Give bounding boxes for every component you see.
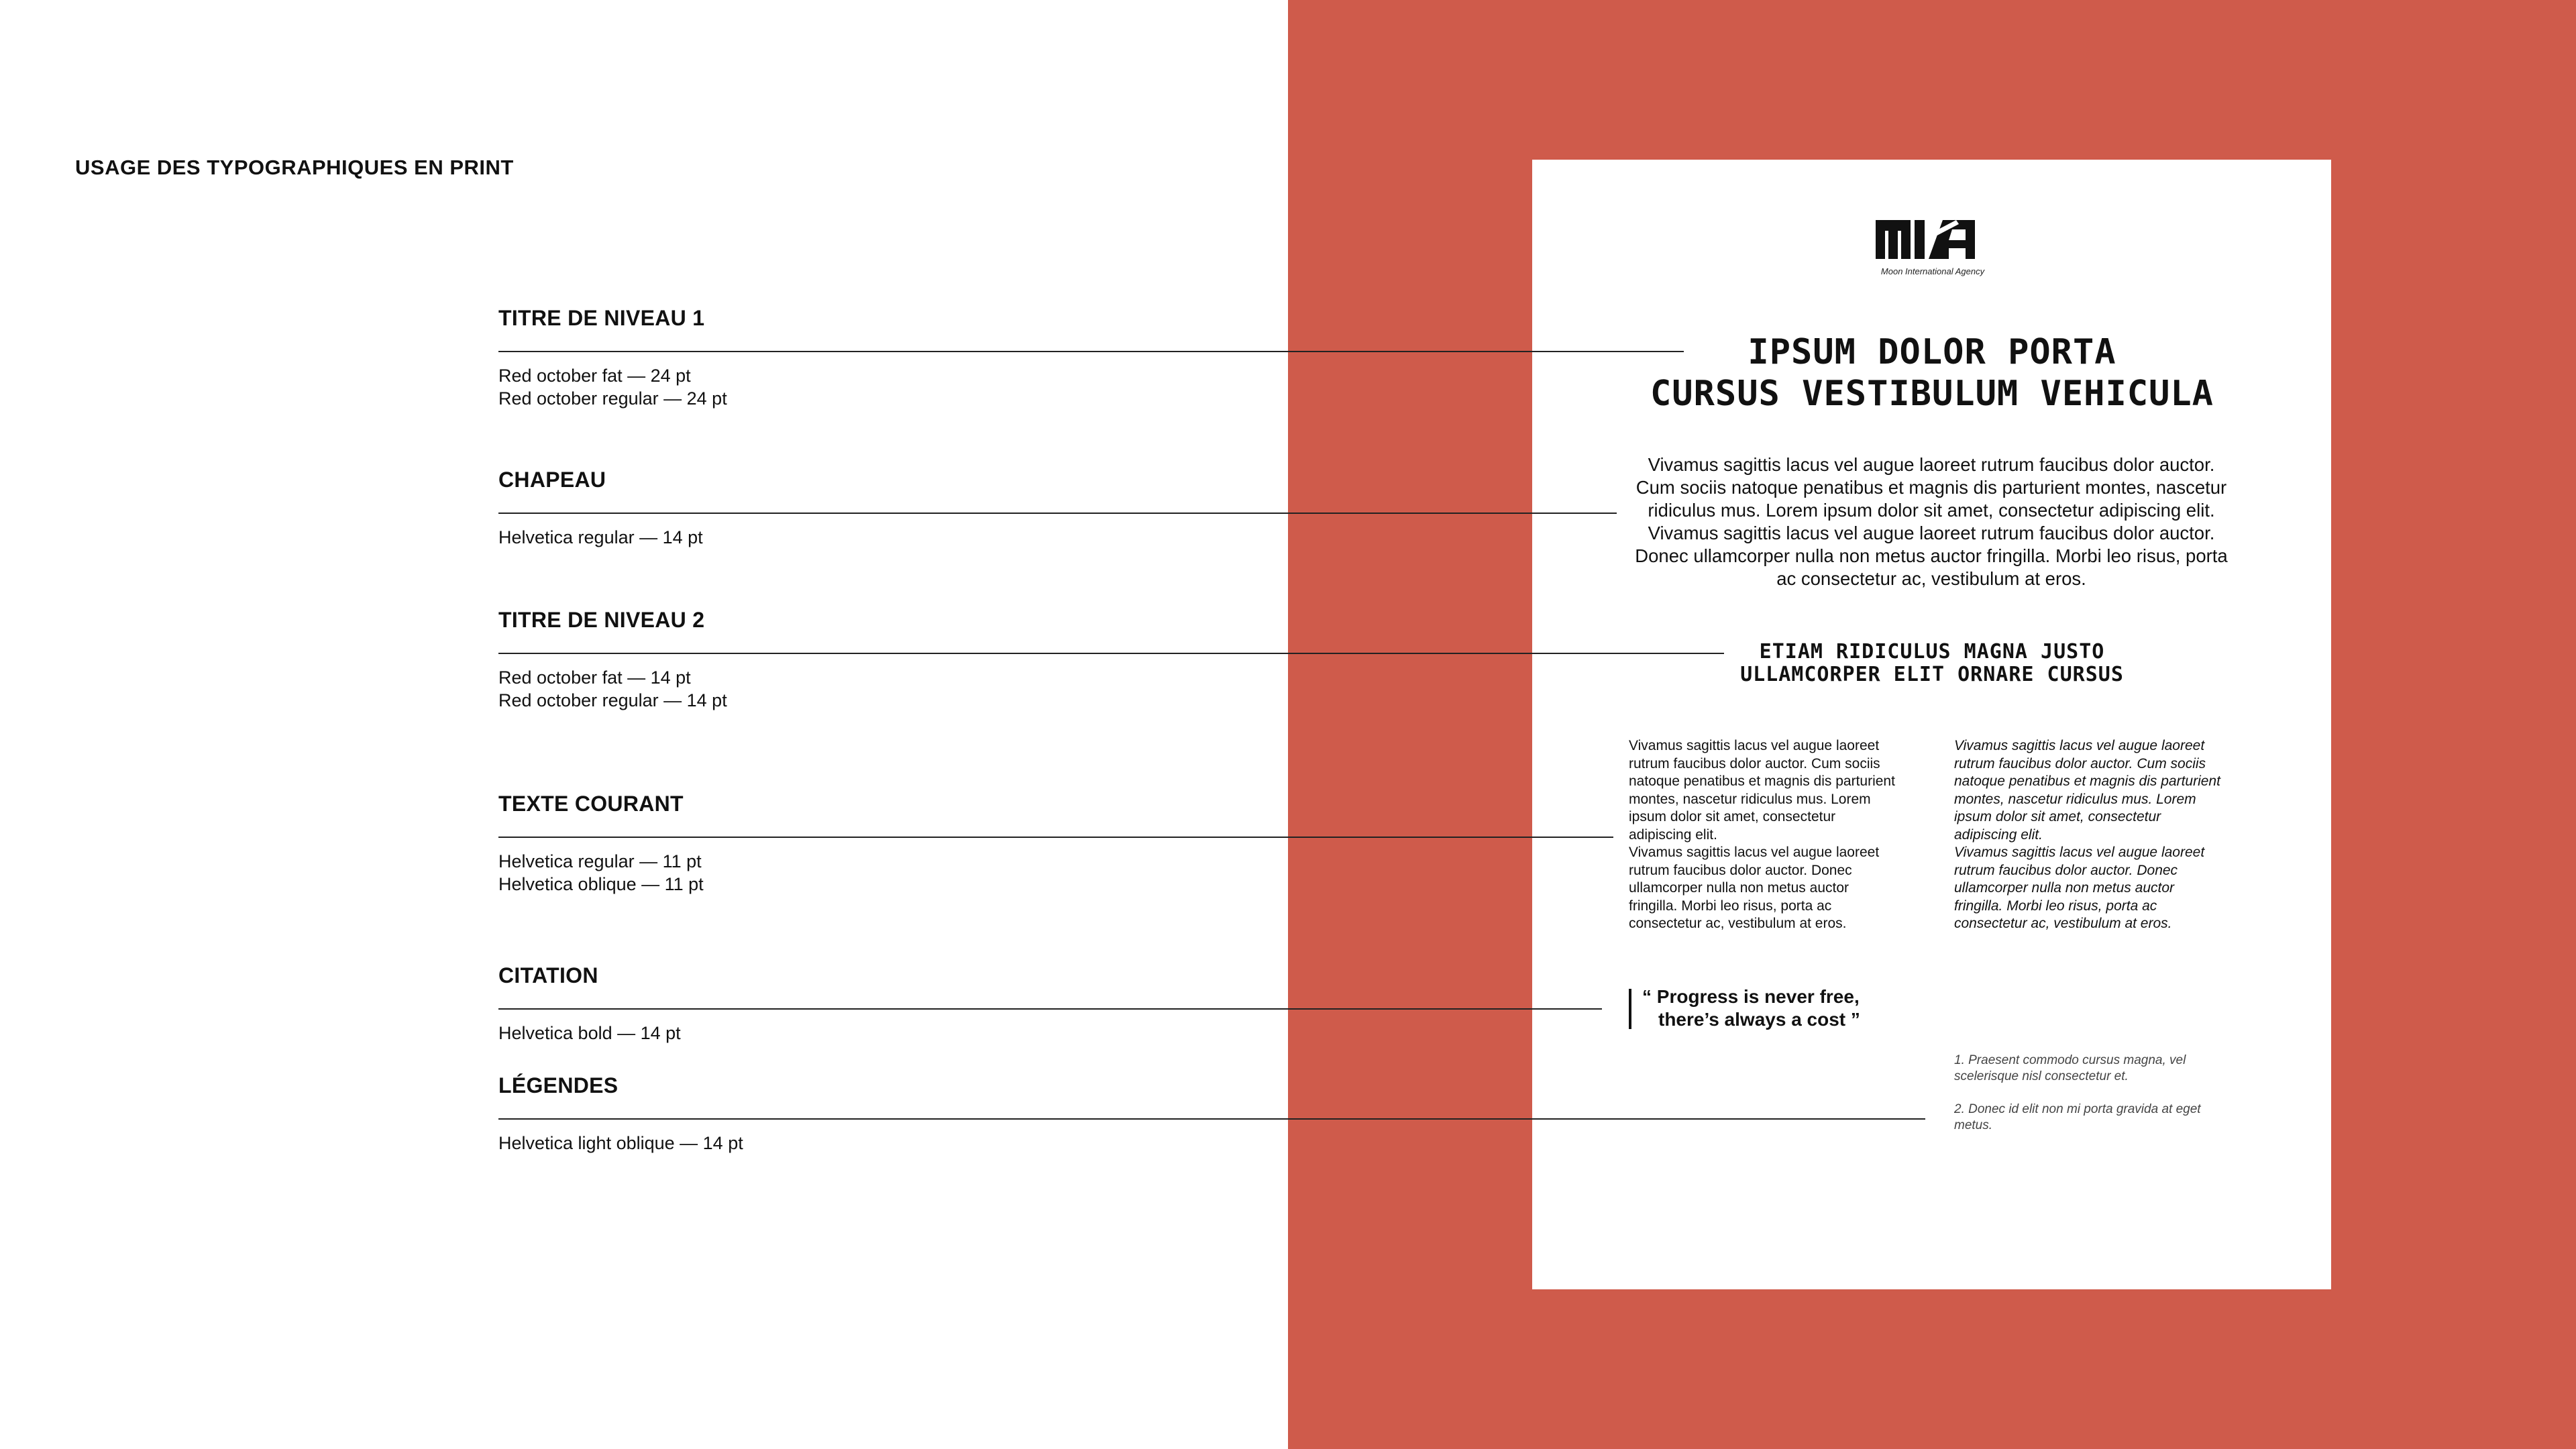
body-line: rutrum faucibus dolor auctor. Donec <box>1954 862 2178 878</box>
body-line: ipsum dolor sit amet, consectetur <box>1954 809 2161 824</box>
caption-line: scelerisque nisl consectetur et. <box>1954 1069 2129 1083</box>
sample-body-oblique <box>1954 737 2249 933</box>
sample-caption-1 <box>1954 1053 2256 1085</box>
chapeau-line: Cum sociis natoque penatibus et magnis dis parturient montes, nascetur <box>1635 477 2227 498</box>
body-line: Vivamus sagittis lacus vel augue laoreet <box>1629 738 1880 753</box>
body-line: Vivamus sagittis lacus vel augue laoreet <box>1954 845 2205 860</box>
guide-line-chapeau <box>498 513 1617 514</box>
spec-heading: CHAPEAU <box>498 468 606 492</box>
body-line: adipiscing elit. <box>1954 826 2043 843</box>
body-line: natoque penatibus et magnis dis parturient <box>1629 773 1895 789</box>
body-line: adipiscing elit. <box>1629 826 1717 843</box>
spec-titre-niveau-2 <box>498 608 727 712</box>
spec-heading: CITATION <box>498 963 598 987</box>
spec-heading: TITRE DE NIVEAU 1 <box>498 306 705 330</box>
quote-line: “ Progress is never free, <box>1642 986 1860 1007</box>
body-line: rutrum faucibus dolor auctor. Cum sociis <box>1629 755 1880 771</box>
spec-citation <box>498 963 681 1044</box>
guide-line-titre-niveau-2 <box>498 653 1724 654</box>
body-line: natoque penatibus et magnis dis parturient <box>1954 773 2220 789</box>
spec-line: Helvetica regular — 11 pt <box>498 851 702 871</box>
spec-line: Red october fat — 24 pt <box>498 366 691 386</box>
body-line: consectetur ac, vestibulum at eros. <box>1629 916 1847 931</box>
spec-line: Helvetica oblique — 11 pt <box>498 874 704 894</box>
body-line: fringilla. Morbi leo risus, porta ac <box>1629 898 1832 914</box>
chapeau-line: Donec ullamcorper nulla non metus auctor fringilla. Morbi leo risus, porta <box>1635 545 2228 566</box>
body-line: rutrum faucibus dolor auctor. Cum sociis <box>1954 755 2206 771</box>
sample-body-regular <box>1629 737 1924 933</box>
spec-titre-niveau-1 <box>498 306 727 410</box>
page-title: USAGE DES TYPOGRAPHIQUES EN PRINT <box>75 156 514 179</box>
caption-line: metus. <box>1954 1118 1993 1132</box>
chapeau-line: ridiculus mus. Lorem ipsum dolor sit amet, consectetur adipiscing elit. <box>1648 500 2215 521</box>
spec-line: Red october regular — 24 pt <box>498 388 727 409</box>
heading-line: CURSUS VESTIBULUM VEHICULA <box>1650 374 2214 414</box>
guide-line-legendes <box>498 1118 1925 1120</box>
heading-line: IPSUM DOLOR PORTA <box>1748 332 2116 372</box>
guide-line-texte-courant <box>498 837 1613 838</box>
quote-bar <box>1629 989 1631 1029</box>
spec-line: Helvetica light oblique — 14 pt <box>498 1133 743 1153</box>
spec-heading: TITRE DE NIVEAU 2 <box>498 608 705 632</box>
spec-line: Helvetica regular — 14 pt <box>498 527 703 547</box>
spec-texte-courant <box>498 792 704 896</box>
body-line: ullamcorper nulla non metus auctor <box>1629 880 1849 896</box>
spec-line: Helvetica bold — 14 pt <box>498 1023 681 1043</box>
body-line: rutrum faucibus dolor auctor. Donec <box>1629 862 1852 878</box>
body-line: montes, nascetur ridiculus mus. Lorem <box>1954 791 2196 807</box>
spec-legendes <box>498 1073 743 1155</box>
body-line: montes, nascetur ridiculus mus. Lorem <box>1629 791 1871 807</box>
sample-chapeau <box>1626 453 2237 590</box>
body-line: consectetur ac, vestibulum at eros. <box>1954 916 2172 931</box>
spec-line: Red october regular — 14 pt <box>498 690 727 710</box>
spec-line: Red october fat — 14 pt <box>498 667 691 688</box>
guide-line-titre-niveau-1 <box>498 351 1684 352</box>
heading-line: ULLAMCORPER ELIT ORNARE CURSUS <box>1740 663 2124 686</box>
sample-caption-2 <box>1954 1102 2256 1134</box>
body-line: fringilla. Morbi leo risus, porta ac <box>1954 898 2157 914</box>
chapeau-line: ac consectetur ac, vestibulum at eros. <box>1776 568 2086 589</box>
chapeau-line: Vivamus sagittis lacus vel augue laoreet rutrum faucibus dolor auctor. <box>1648 523 2215 543</box>
sample-quote <box>1642 985 1911 1031</box>
quote-line: there’s always a cost ” <box>1658 1009 1860 1030</box>
sample-heading-level-2 <box>1704 641 2160 686</box>
caption-line: 2. Donec id elit non mi porta gravida at eget <box>1954 1102 2201 1116</box>
body-line: ipsum dolor sit amet, consectetur <box>1629 809 1836 824</box>
body-line: Vivamus sagittis lacus vel augue laoreet <box>1954 738 2205 753</box>
caption-line: 1. Praesent commodo cursus magna, vel <box>1954 1053 2186 1067</box>
spec-heading: LÉGENDES <box>498 1073 619 1097</box>
heading-line: ETIAM RIDICULUS MAGNA JUSTO <box>1759 640 2105 663</box>
body-line: Vivamus sagittis lacus vel augue laoreet <box>1629 845 1880 860</box>
spec-chapeau <box>498 468 703 549</box>
guide-line-citation <box>498 1008 1602 1010</box>
logo-tagline: Moon International Agency <box>1880 266 1985 276</box>
body-line: ullamcorper nulla non metus auctor <box>1954 880 2175 896</box>
sample-heading-level-1 <box>1610 331 2254 415</box>
chapeau-line: Vivamus sagittis lacus vel augue laoreet rutrum faucibus dolor auctor. <box>1648 454 2215 475</box>
spec-heading: TEXTE COURANT <box>498 792 684 816</box>
